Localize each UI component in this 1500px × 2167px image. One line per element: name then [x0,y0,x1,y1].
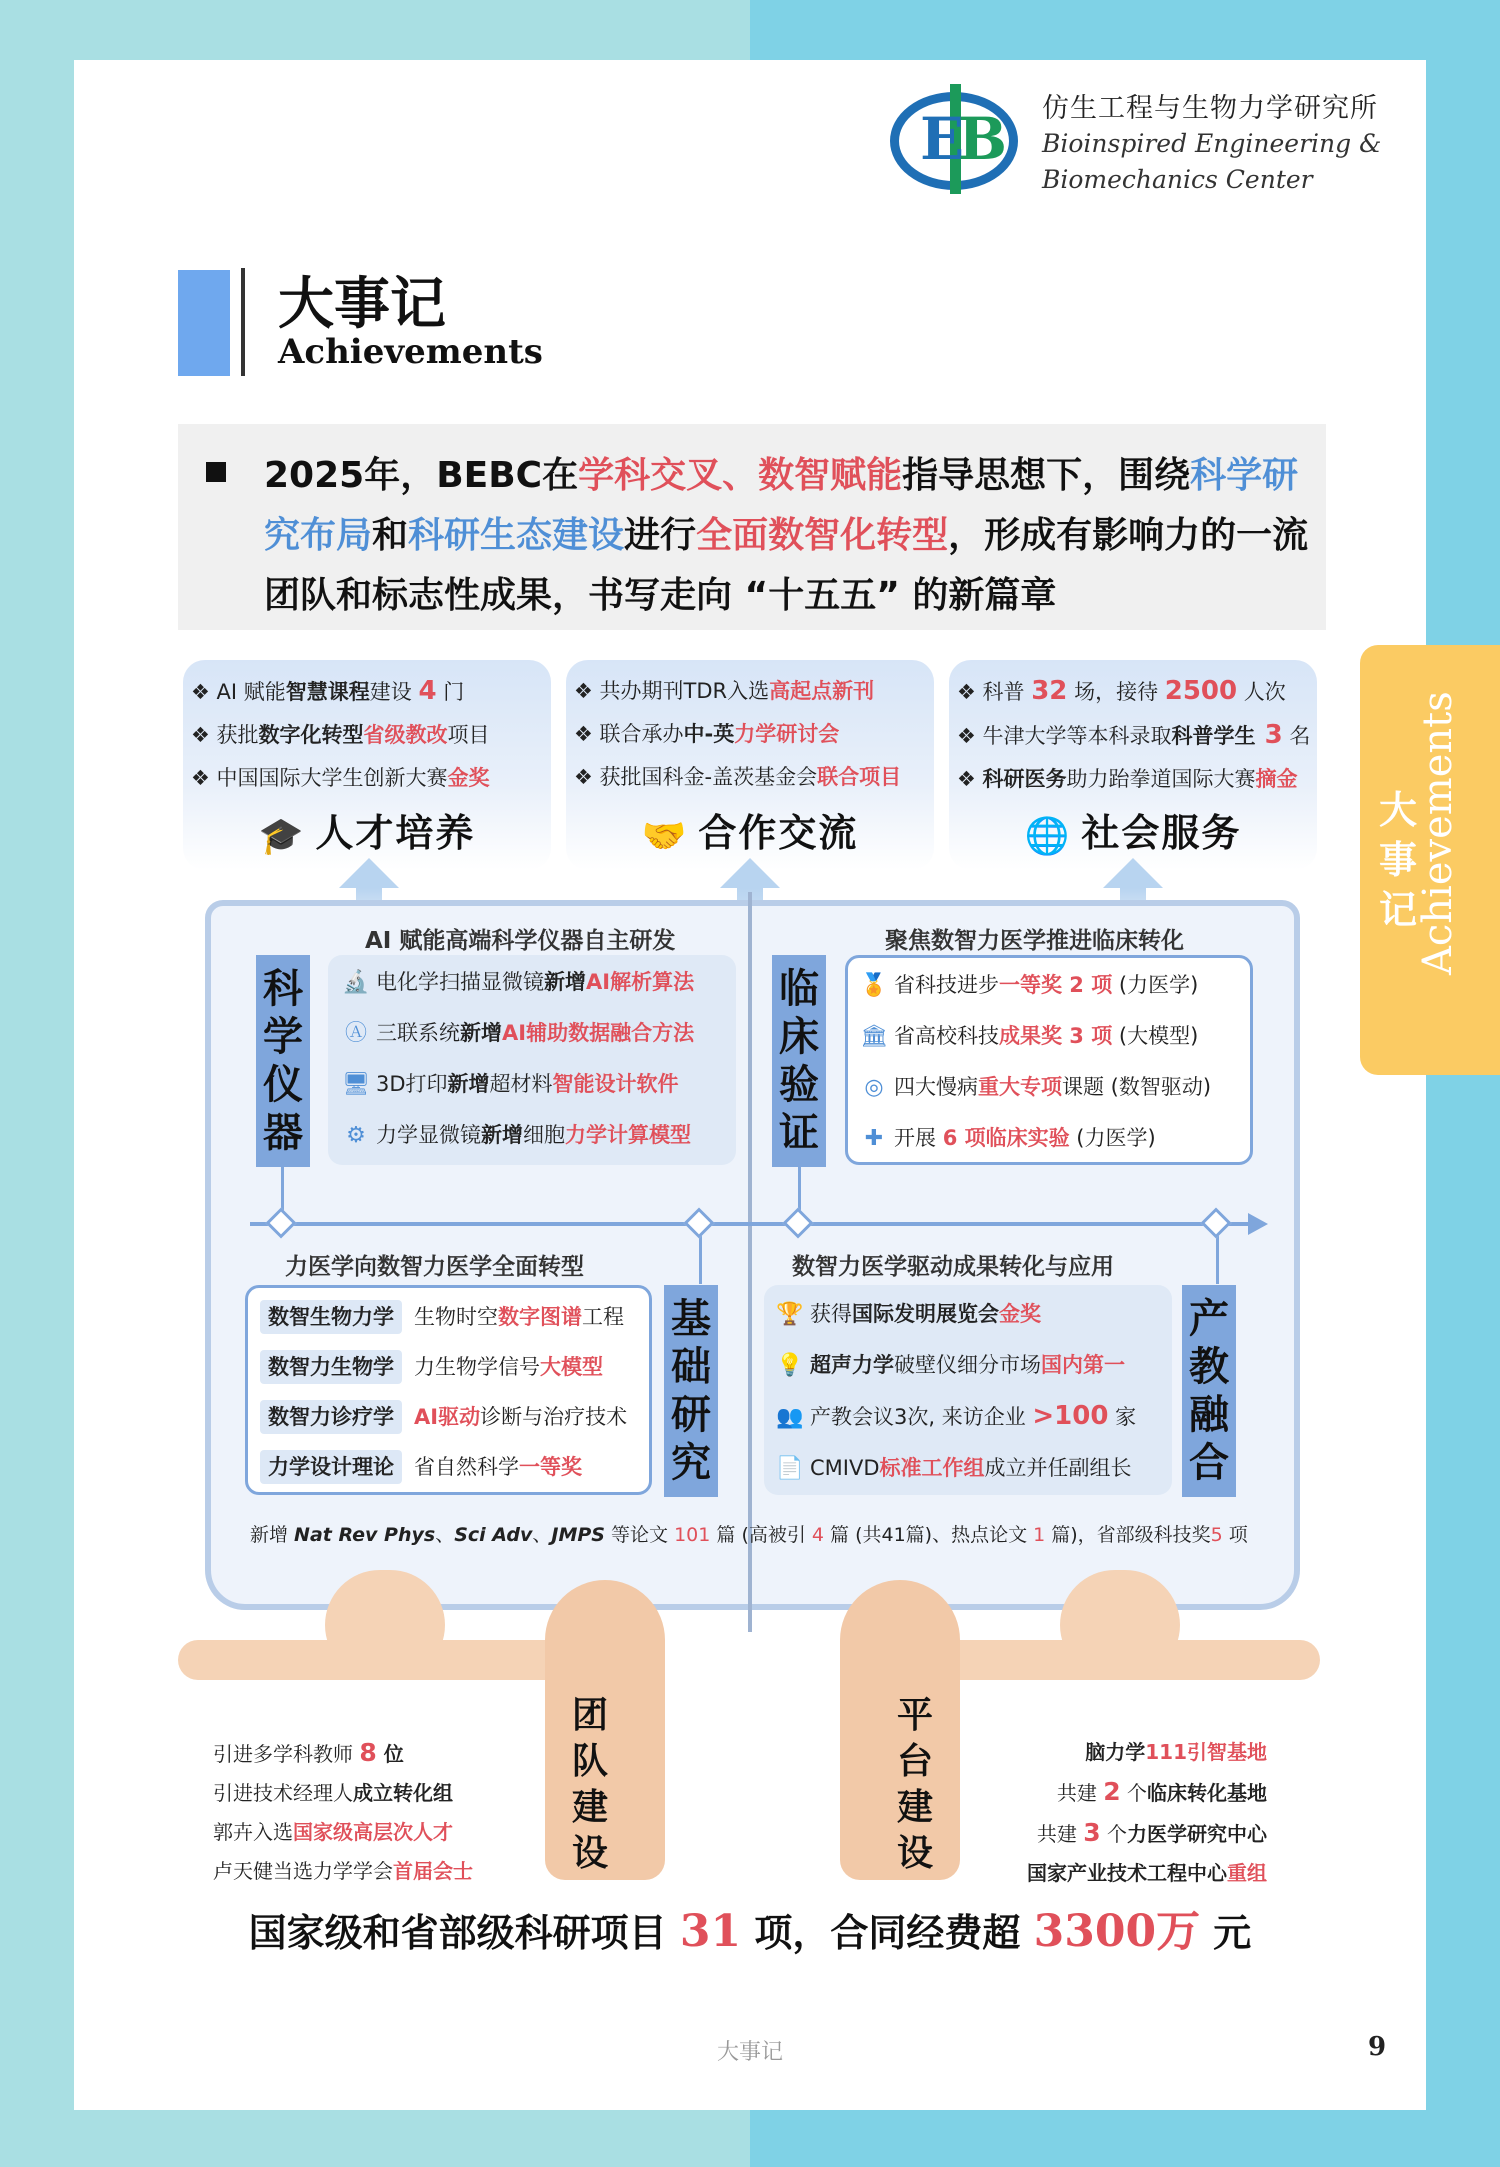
section-heading: 力医学向数智力医学全面转型 [285,1254,584,1280]
list-item: 郭卉入选国家级高层次人才 [213,1820,453,1844]
label-clinical: 临床验证 [772,955,826,1167]
section-heading: 聚焦数智力医学推进临床转化 [885,928,1184,954]
list-item: 🖥 3D打印新增超材料智能设计软件 [342,1059,736,1110]
heading-accent-bar [178,270,230,376]
list-item: 👥 产教会议3次, 来访企业 >100 家 [776,1391,1172,1443]
list-item: ✚ 开展 6 项临床实验 (力医学) [860,1113,1250,1164]
list-item: 共建 3 个力医学研究中心 [1036,1818,1267,1847]
list-item: 数智力生物学 力生物学信号大模型 [260,1342,649,1392]
people-icon: 👥 [776,1405,804,1430]
card-title: 🎓 人才培养 [258,811,476,857]
handshake-icon: 🤝 [641,816,689,857]
list-item: 国家产业技术工程中心重组 [1027,1861,1267,1885]
list-item: ◎ 四大慢病重大专项课题 (数智驱动) [860,1062,1250,1113]
label-instruments: 科学仪器 [256,955,310,1167]
page-subtitle: Achievements [278,332,543,372]
card-line: ❖ AI 赋能智慧课程建设 4 门 [191,676,465,706]
card-social-service [949,660,1317,870]
clinical-list [845,955,1253,1165]
page-number: 9 [1368,2032,1387,2062]
list-item: 数智力诊疗学 AI驱动诊断与治疗技术 [260,1392,649,1442]
list-item: 🏅 省科技进步一等奖 2 项 (力医学) [860,960,1250,1011]
card-line: ❖ 共办期刊TDR入选高起点新刊 [574,679,875,703]
list-item: 🏆 获得国际发明展览会金奖 [776,1289,1172,1340]
label-industry: 产教融合 [1182,1285,1236,1497]
list-item: 脑力学111引智基地 [1085,1740,1267,1764]
list-item: 💡 超声力学破壁仪细分市场国内第一 [776,1340,1172,1391]
platform-title: 平台建设 [896,1695,933,1874]
list-item: 📄 CMIVD标准工作组成立并任副组长 [776,1443,1172,1494]
card-line: ❖ 科普 32 场，接待 2500 人次 [957,676,1286,706]
institution-icon: 🏛 [860,1024,888,1049]
microscope-icon: 🔬 [342,970,370,995]
monitor-icon: 🖥 [342,1072,370,1097]
org-name-cn: 仿生工程与生物力学研究所 [1042,93,1378,124]
graduation-cap-icon: 🎓 [258,816,306,857]
team-list [213,1733,473,1891]
arrow-right-icon [1248,1213,1268,1235]
heading-divider [241,268,245,376]
page-title: 大事记 [278,272,446,337]
card-cooperation [566,660,934,870]
label-basic-research: 基础研究 [664,1285,718,1497]
papers-summary: 新增 Nat Rev Phys、Sci Adv、JMPS 等论文 101 篇 (高被引 4 篇 (共41篇)、热点论文 1 篇)，省部级科技奖5 项 [250,1524,1248,1546]
timeline-axis [250,1222,1250,1226]
medical-cross-icon: ✚ [864,1126,884,1151]
list-item: ⚙ 力学显微镜新增细胞力学计算模型 [342,1110,736,1161]
platform-list [1027,1733,1267,1893]
card-line: ❖ 科研医务助力跆拳道国际大赛摘金 [957,767,1298,791]
section-heading: 数智力医学驱动成果转化与应用 [792,1254,1114,1280]
gear-icon: ⚙ [346,1123,366,1148]
funding-summary: 国家级和省部级科研项目 31 项，合同经费超 3300万 元 [248,1906,1252,1957]
card-line: ❖ 获批数字化转型省级教改项目 [191,723,490,747]
lightbulb-icon: 💡 [776,1353,804,1378]
card-title: 🌐 社会服务 [1024,811,1242,857]
bullet-square-icon [206,462,226,482]
globe-icon: 🌐 [1024,816,1072,857]
card-line: ❖ 获批国科金-盖茨基金会联合项目 [574,765,902,789]
medal-icon: 🏅 [860,973,888,998]
side-tab-label-en: Achievements [1415,691,1461,975]
section-heading: AI 赋能高端科学仪器自主研发 [365,928,676,954]
intro-text: 2025年，BEBC在学科交叉、数智赋能指导思想下，围绕科学研究布局和科研生态建设进行全面数智化转型，形成有影响力的一流团队和标志性成果，书写走向 “十五五” 的新篇章 [264,455,1309,616]
list-item: Ⓐ 三联系统新增AI辅助数据融合方法 [342,1008,736,1059]
footer-title: 大事记 [716,2040,783,2065]
trophy-icon: 🏆 [776,1302,804,1327]
ai-chip-icon: Ⓐ [344,1021,367,1046]
list-item: 🔬 电化学扫描显微镜新增AI解析算法 [342,957,736,1008]
card-line: ❖ 联合承办中-英力学研讨会 [574,722,840,746]
team-title: 团队建设 [571,1695,608,1874]
list-item: 数智生物力学 生物时空数字图谱工程 [260,1292,649,1342]
list-item: 共建 2 个临床转化基地 [1056,1777,1267,1806]
side-tab-label-cn: 大事记 [1378,788,1417,932]
list-item: 卢天健当选力学学会首届会士 [213,1859,473,1883]
list-item: 力学设计理论 省自然科学一等奖 [260,1442,649,1492]
list-item: 引进多学科教师 8 位 [213,1738,404,1767]
card-talent [183,660,551,870]
card-title: 🤝 合作交流 [641,811,859,857]
instruments-list [328,955,736,1165]
target-icon: ◎ [864,1075,884,1100]
list-item: 引进技术经理人成立转化组 [213,1781,453,1805]
basic-research-list [245,1285,652,1495]
industry-list [764,1285,1172,1495]
list-item: 🏛 省高校科技成果奖 3 项 (大模型) [860,1011,1250,1062]
card-line: ❖ 中国国际大学生创新大赛金奖 [191,766,490,790]
card-line: ❖ 牛津大学等本科录取科普学生 3 名 [957,720,1311,750]
org-name-en: Bioinspired Engineering & Biomechanics Center [1042,129,1382,194]
document-icon: 📄 [776,1456,804,1481]
